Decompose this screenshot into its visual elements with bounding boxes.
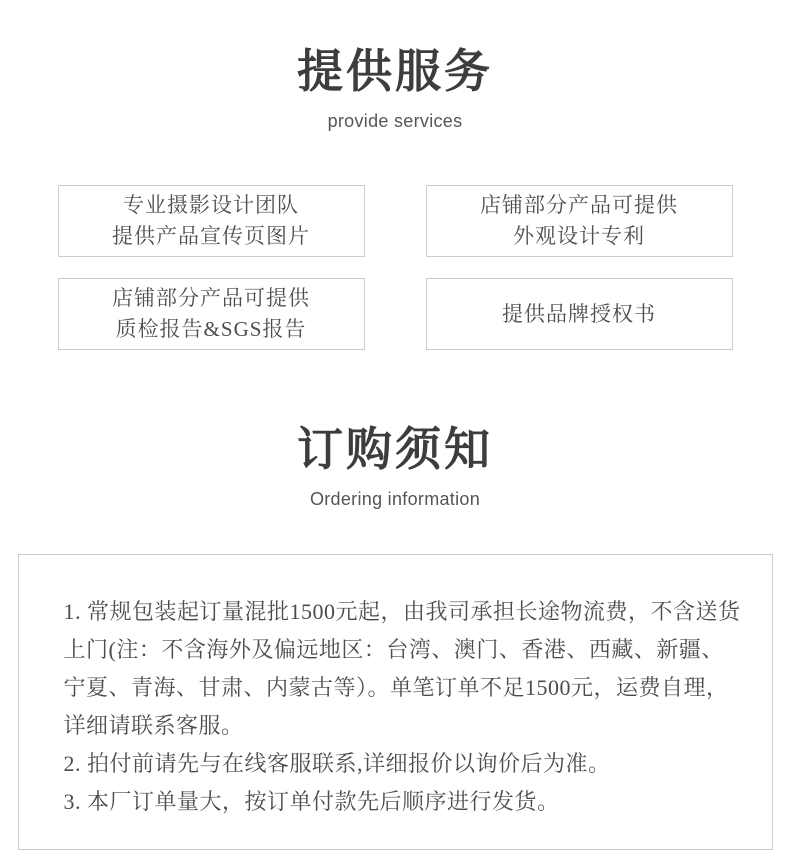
notice-line-2: 上门(注：不含海外及偏远地区：台湾、澳门、香港、西藏、新疆、: [63, 636, 724, 662]
service-card-line: 提供产品宣传页图片: [112, 224, 310, 249]
service-card-brand-authorization: [426, 278, 733, 350]
service-card-line: 店铺部分产品可提供: [480, 193, 678, 218]
notice-line-6: 3. 本厂订单量大，按订单付款先后顺序进行发货。: [63, 788, 560, 814]
services-subtitle: provide services: [327, 110, 463, 131]
service-card-design-patent: [426, 185, 733, 257]
services-grid: [0, 185, 790, 350]
notice-line-5: 2. 拍付前请先与在线客服联系,详细报价以询价后为准。: [63, 750, 611, 776]
ordering-title: 订购须知: [297, 423, 493, 476]
service-card-line: 质检报告&SGS报告: [115, 317, 307, 342]
service-card-line: 专业摄影设计团队: [123, 193, 299, 218]
service-card-line: 店铺部分产品可提供: [112, 286, 310, 311]
services-header: [0, 0, 790, 131]
notice-line-3: 宁夏、青海、甘肃、内蒙古等）。单笔订单不足1500元，运费自理，: [63, 674, 729, 700]
service-card-photography: [58, 185, 365, 257]
service-card-line: 外观设计专利: [513, 224, 645, 249]
services-title: 提供服务: [297, 45, 493, 97]
ordering-section: [0, 350, 790, 849]
service-card-quality-report: [58, 278, 365, 350]
ordering-subtitle: Ordering information: [309, 488, 481, 509]
service-card-line: 提供品牌授权书: [502, 301, 656, 326]
ordering-header: [0, 350, 790, 509]
ordering-notice-box: [18, 554, 773, 850]
notice-line-4: 详细请联系客服。: [63, 712, 244, 738]
services-section: [0, 0, 790, 350]
notice-line-1: 1. 常规包装起订量混批1500元起，由我司承担长途物流费，不含送货: [63, 598, 741, 624]
